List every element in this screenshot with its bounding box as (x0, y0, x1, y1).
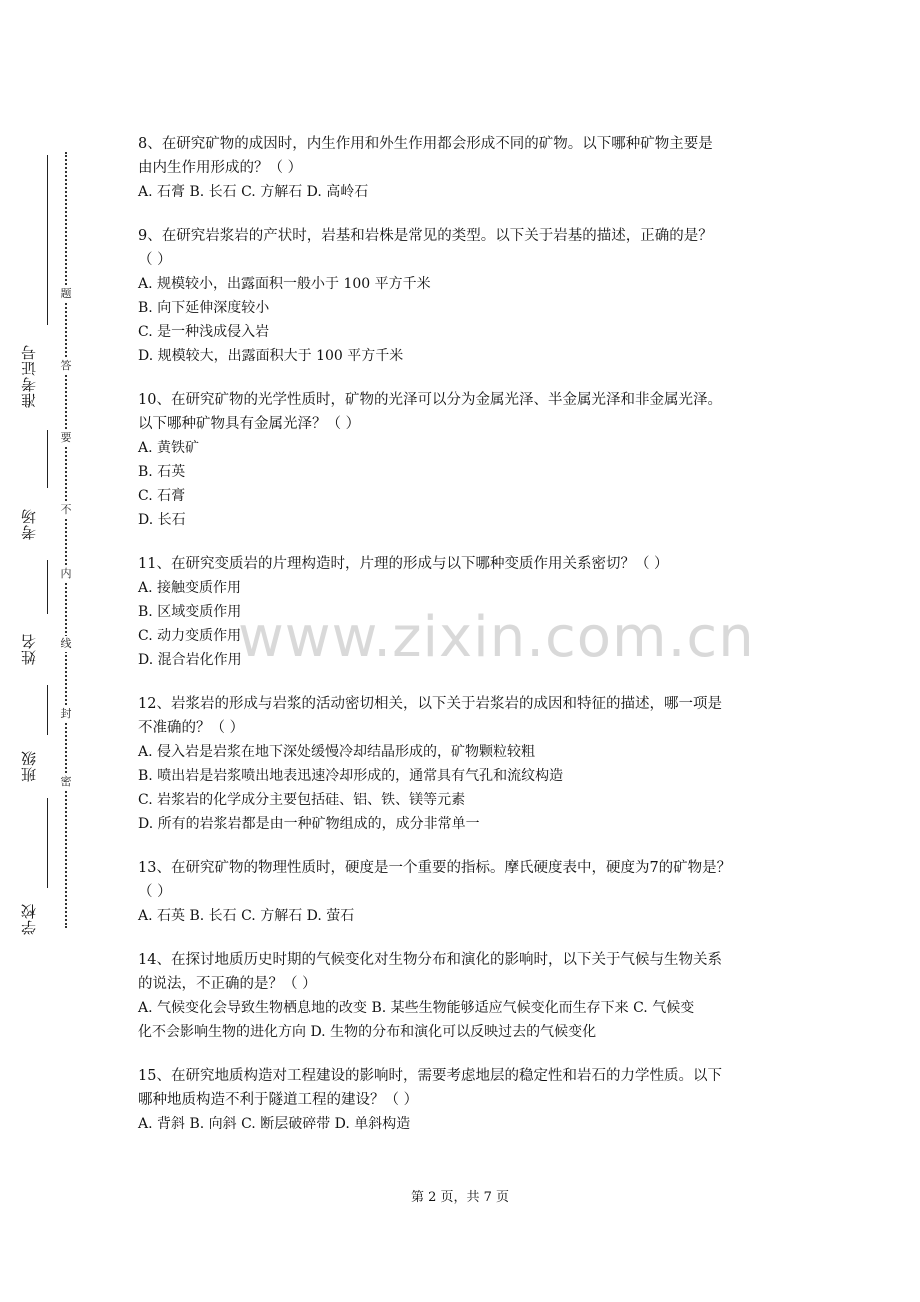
side-field-exam-room (14, 430, 44, 558)
seal-char: 封 (58, 706, 74, 722)
option-a: A. 接触变质作用 (138, 580, 242, 596)
option-a: A. 黄铁矿 (138, 440, 200, 456)
option-b: B. 喷出岩是岩浆喷出地表迅速冷却形成的，通常具有气孔和流纹构造 (138, 768, 564, 784)
option-b: B. 石英 (138, 464, 186, 480)
question-text: 由内生作用形成的？（ ） (138, 160, 303, 176)
question-text: 10、在研究矿物的光学性质时，矿物的光泽可以分为金属光泽、半金属光泽和非金属光泽。 (138, 392, 722, 408)
side-field-label: 学校 (20, 903, 38, 935)
option-b: B. 区域变质作用 (138, 604, 242, 620)
question-text: 15、在研究地质构造对工程建设的影响时，需要考虑地层的稳定性和岩石的力学性质。以下 (138, 1068, 722, 1084)
option-b: B. 向下延伸深度较小 (138, 300, 270, 316)
seal-char: 密 (58, 774, 74, 790)
question-text: 以下哪种矿物具有金属光泽？（ ） (138, 416, 361, 432)
question-text: 13、在研究矿物的物理性质时，硬度是一个重要的指标。摩氏硬度表中，硬度为7的矿物是？ (138, 860, 732, 876)
question-text: 9、在研究岩浆岩的产状时，岩基和岩株是常见的类型。以下关于岩基的描述，正确的是？ (138, 228, 713, 244)
option-line: 化不会影响生物的进化方向 D. 生物的分布和演化可以反映过去的气候变化 (138, 1024, 597, 1040)
side-field-blank (47, 430, 48, 488)
question-15 (138, 1064, 788, 1136)
option-line: A. 石膏 B. 长石 C. 方解石 D. 高岭石 (138, 184, 369, 200)
question-text: 哪种地质构造不利于隧道工程的建设？（ ） (138, 1092, 419, 1108)
side-field-exam-number (14, 155, 44, 425)
question-text: 12、岩浆岩的形成与岩浆的活动密切相关，以下关于岩浆岩的成因和特征的描述，哪一项是 (138, 696, 722, 712)
seal-char: 题 (58, 286, 74, 302)
question-text: （ ） (138, 884, 172, 900)
option-d: D. 规模较大，出露面积大于 100 平方千米 (138, 348, 404, 364)
side-field-label: 姓名 (20, 633, 38, 665)
question-10 (138, 388, 788, 532)
side-field-label: 准考证号 (20, 344, 38, 408)
seal-char: 答 (58, 358, 74, 374)
side-field-blank (47, 155, 48, 325)
question-text: （ ） (138, 252, 172, 268)
side-field-class (14, 685, 44, 795)
option-d: D. 所有的岩浆岩都是由一种矿物组成的，成分非常单一 (138, 816, 480, 832)
side-field-blank (47, 798, 48, 888)
seal-char: 线 (58, 636, 74, 652)
question-11 (138, 552, 788, 672)
option-d: D. 长石 (138, 512, 186, 528)
question-8 (138, 132, 788, 204)
side-field-blank (47, 685, 48, 735)
side-field-name (14, 560, 44, 682)
seal-char: 不 (58, 502, 74, 518)
option-line: A. 气候变化会导致生物栖息地的改变 B. 某些生物能够适应气候变化而生存下来 C. 气候变 (138, 1000, 695, 1016)
question-12 (138, 692, 788, 836)
option-a: A. 规模较小，出露面积一般小于 100 平方千米 (138, 276, 431, 292)
option-c: C. 岩浆岩的化学成分主要包括硅、铝、铁、镁等元素 (138, 792, 466, 808)
option-a: A. 侵入岩是岩浆在地下深处缓慢冷却结晶形成的，矿物颗粒较粗 (138, 744, 536, 760)
watermark: www.zixin.com.cn (238, 605, 755, 670)
question-text: 11、在研究变质岩的片理构造时，片理的形成与以下哪种变质作用关系密切？（ ） (138, 556, 669, 572)
seal-char: 内 (58, 566, 74, 582)
option-c: C. 是一种浅成侵入岩 (138, 324, 270, 340)
question-14 (138, 948, 788, 1044)
question-list (138, 132, 788, 1156)
side-field-school (14, 798, 44, 948)
question-9 (138, 224, 788, 368)
seal-char: 要 (58, 430, 74, 446)
question-text: 的说法，不正确的是？（ ） (138, 976, 317, 992)
binding-strip (0, 0, 90, 1302)
side-field-label: 考场 (20, 508, 38, 540)
option-c: C. 石膏 (138, 488, 186, 504)
side-field-blank (47, 560, 48, 614)
option-d: D. 混合岩化作用 (138, 652, 242, 668)
option-line: A. 背斜 B. 向斜 C. 断层破碎带 D. 单斜构造 (138, 1116, 411, 1132)
question-text: 8、在研究矿物的成因时，内生作用和外生作用都会形成不同的矿物。以下哪种矿物主要是 (138, 136, 713, 152)
question-text: 14、在探讨地质历史时期的气候变化对生物分布和演化的影响时，以下关于气候与生物关系 (138, 952, 722, 968)
page-number: 第 2 页，共 7 页 (410, 1190, 510, 1205)
option-c: C. 动力变质作用 (138, 628, 242, 644)
question-13 (138, 856, 788, 928)
side-field-label: 班级 (20, 750, 38, 782)
seal-dotted-line (65, 152, 67, 928)
question-text: 不准确的？（ ） (138, 720, 245, 736)
option-line: A. 石英 B. 长石 C. 方解石 D. 萤石 (138, 908, 355, 924)
